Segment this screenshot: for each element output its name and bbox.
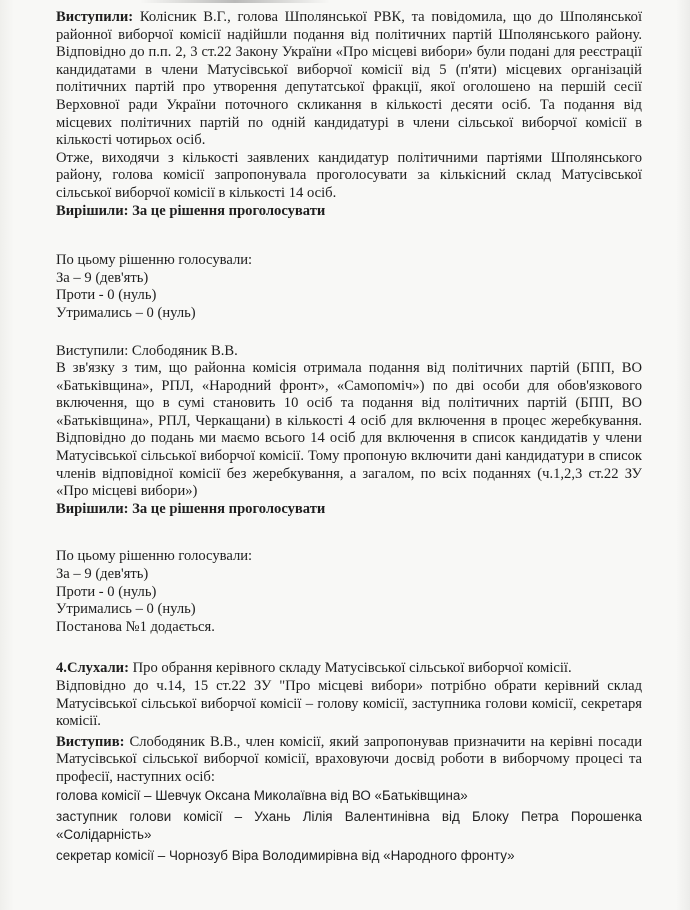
secretary-line: секретар комісії – Чорнозуб Віра Володимирівна від «Народного фронту» <box>56 848 515 864</box>
speakers-text: Колісник В.Г., голова Шполянської РВК, та повідомила, що до Шполянської районної виборчої комісії надійшли подання від політичних партій Шполянського району. Відповідно до п.п. 2, 3 ст.22 Закону України «Про місцеві вибори» були подані для реєстрації кандидатами в члени Матусівської виборчої комісії від 5 (п'яти) місцевих організацій політичних партій про утворення депутатської фракції, якої оголошено на першій сесії Верховної ради України поточного скликання в кількості десяти осіб. Та подання від місцевих політичних партій по одній кандидатурі в члени сільської виборчої комісії в кількості чотирьох осіб. <box>56 9 642 149</box>
speakers-label: Виступили: <box>56 9 134 25</box>
inclusion-paragraph: В зв'язку з тим, що районна комісія отримала подання від політичних партій (БПП, ВО «Батьківщина», РПЛ, «Народний фронт», «Самопоміч») по дві особи для обов'язкового включення, що в сумі становить 10 осіб та подання від політичних партій (БПП, ВО «Батьківщина», РПЛ, Черкащани) в кількості 4 осіб для включення в процес жеребкування. Відповідно до подань ми маємо всього 14 осіб для включення в список кандидатів у члени Матусівської сільської виборчої комісії. Тому пропоную включити дані кандидатури в список членів відповідної комісії без жеребкування, а загалом, по всіх поданнях (ч.1,2,3 ст.22 ЗУ «Про місцеві вибори») <box>56 360 642 500</box>
vote-abstain-2: Утримались – 0 (нуль) <box>56 601 196 618</box>
deputy-line: заступник голови комісії – Ухань Лілія Валентинівна від Блоку Петра Порошенка «Солідарність» <box>56 809 642 842</box>
decision-1: Вирішили: За це рішення проголосувати <box>56 202 326 219</box>
speaker-line-2: Виступили: Слободяник В.В. <box>56 342 238 359</box>
heard-paragraph: 4.Слухали: Про обрання керівного складу Матусівської сільської виборчої комісії. <box>56 660 572 677</box>
count-paragraph: Отже, виходячи з кількості заявлених кандидатур політичними партіями Шполянського району, голова комісії запропонувала проголосувати за кількісний склад Матусівської сільської виборчої комісії в кількості 14 осіб. <box>56 149 642 201</box>
chair-line: голова комісії – Шевчук Оксана Миколаївна від ВО «Батьківщина» <box>56 787 468 803</box>
leadership-paragraph: Відповідно до ч.14, 15 ст.22 ЗУ "Про місцеві вибори» потрібно обрати керівний склад Матусівської сільської виборчої комісії – голову комісії, заступника голови комісії, секретаря комісії. <box>56 678 642 730</box>
protocol-text <box>56 9 642 865</box>
speaker-paragraph-3: Виступив: Слободяник В.В., член комісії, який запропонував призначити на керівні посади Матусівської сільської виборчої комісії, враховуючи досвід роботи в виборчому процесі та професії, наступних осіб: <box>56 733 642 785</box>
scan-artifact <box>140 0 330 3</box>
vote-against-2: Проти - 0 (нуль) <box>56 583 157 600</box>
speaker-label-3: Виступив: <box>56 733 125 750</box>
vote-header-1: По цьому рішенню голосували: <box>56 252 253 269</box>
heard-label: 4.Слухали: <box>56 660 129 677</box>
vote-header-2: По цьому рішенню голосували: <box>56 548 253 565</box>
vote-abstain-1: Утримались – 0 (нуль) <box>56 304 196 321</box>
speakers-paragraph <box>56 9 642 150</box>
vote-against-1: Проти - 0 (нуль) <box>56 287 157 304</box>
attachment-note: Постанова №1 додається. <box>56 618 215 635</box>
vote-for-2: За – 9 (дев'ять) <box>56 566 149 583</box>
vote-for-1: За – 9 (дев'ять) <box>56 269 149 286</box>
decision-2: Вирішили: За це рішення проголосувати <box>56 500 326 517</box>
